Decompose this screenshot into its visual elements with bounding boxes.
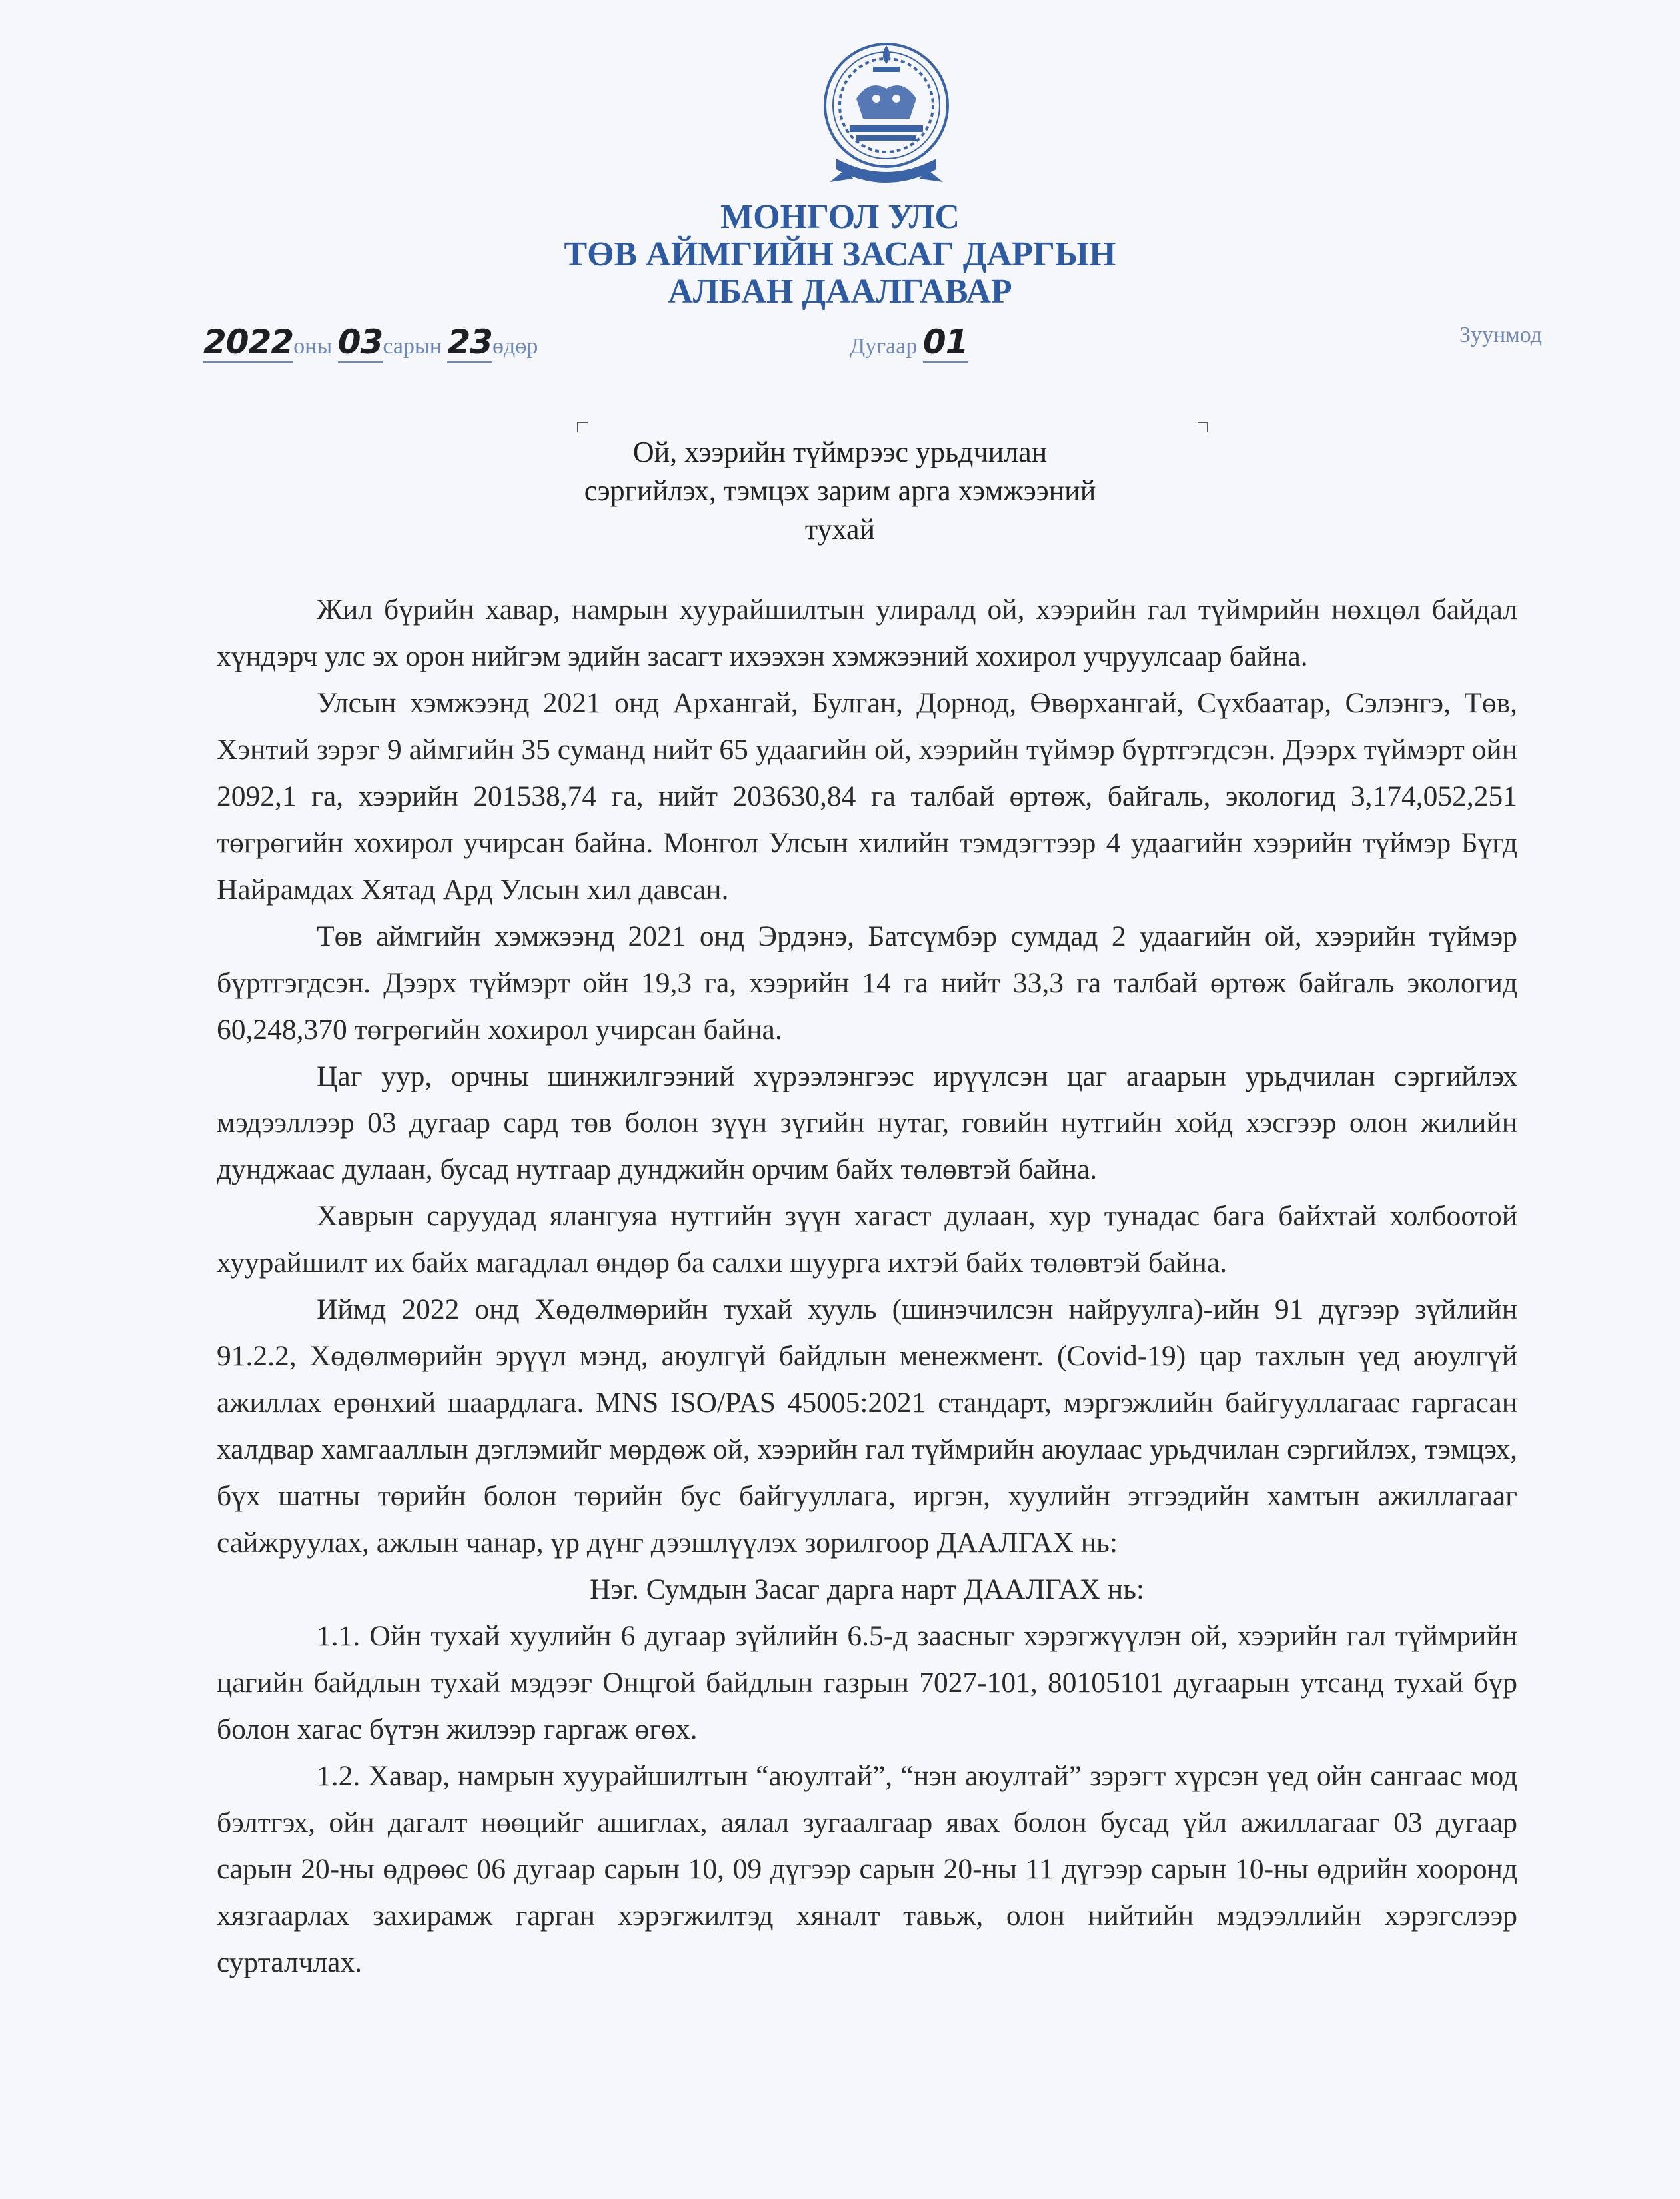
header-document-type: АЛБАН ДААЛГАВАР bbox=[668, 273, 1012, 311]
body-paragraph: Хаврын саруудад ялангуяа нутгийн зүүн хагаст дулаан, хур тунадас бага байхтай холбоотой хуурайшилт их байх магадлал өндөр ба салхи шуурга ихтэй байх төлөвтэй байна. bbox=[217, 1200, 1517, 1279]
subject-corner-left bbox=[577, 422, 588, 432]
date-day: 23 bbox=[447, 323, 493, 361]
body-paragraph: Жил бүрийн хавар, намрын хуурайшилтын улиралд ой, хээрийн гал түймрийн нөхцөл байдал хүндэрч улс эх орон нийгэм эдийн засагт ихээхэн хэмжээний хохирол учруулсаар байна. bbox=[217, 594, 1517, 672]
document-number bbox=[850, 323, 968, 361]
date-year: 2022 bbox=[203, 323, 294, 361]
date-month-suffix: сарын bbox=[383, 334, 442, 359]
document-place: Зуунмод bbox=[1459, 323, 1543, 347]
number-label: Дугаар bbox=[850, 334, 918, 359]
header-office: ТӨВ АЙМГИЙН ЗАСАГ ДАРГЫН bbox=[564, 235, 1116, 273]
body-paragraph: Цаг уур, орчны шинжилгээний хүрээлэнгээс ирүүлсэн цаг агаарын урьдчилан сэргийлэх мэдээллээр 03 дугаар сард төв болон зүүн зүгийн нутаг, говийн нутгийн хойд хэсгээр олон жилийн дунджаас дулаан, бусад нутгаар дунджийн орчим байх төлөвтэй байна. bbox=[217, 1060, 1517, 1185]
document-subject bbox=[0, 433, 1680, 549]
list-item: 1.1. Ойн тухай хуулийн 6 дугаар зүйлийн 6.5-д заасныг хэрэгжүүлэн ой, хээрийн гал түймрийн цагийн байдлын тухай мэдээг Онцгой байдлын газрын 7027-101, 80105101 дугаарын утсанд тухай бүр болон хагас бүтэн жилээр гаргаж өгөх. bbox=[217, 1620, 1517, 1745]
body-paragraph: Улсын хэмжээнд 2021 онд Архангай, Булган, Дорнод, Өвөрхангай, Сүхбаатар, Сэлэнгэ, Төв, Хэнтий зэрэг 9 аймгийн 35 суманд нийт 65 удаагийн ой, хээрийн түймэр бүртгэгдсэн. Дээрх түймэрт ойн 2092,1 га, хээрийн 201538,74 га, нийт 203630,84 га талбай өртөж, байгаль, экологид 3,174,052,251 төгрөгийн хохирол учирсан байна. Монгол Улсын хилийн тэмдэгтээр 4 удаагийн хээрийн түймэр Бүгд Найрамдах Хятад Ард Улсын хил давсан. bbox=[217, 687, 1517, 906]
date-month: 03 bbox=[337, 323, 383, 361]
list-item: 1.2. Хавар, намрын хуурайшилтын “аюултай”, “нэн аюултай” зэрэгт хүрсэн үед ойн сангаас мод бэлтгэх, ойн дагалт нөөцийг ашиглах, аялал зугаалгаар явах болон бусад үйл ажиллагааг 03 дугаар сарын 20-ны өдрөөс 06 дугаар сарын 10, 09 дүгээр сарын 20-ны 11 дүгээр сарын 10-ны өдрийн хооронд хязгаарлах захирамж гарган хэрэгжилтэд хяналт тавьж, олон нийтийн мэдээллийн хэрэгслээр сурталчлах. bbox=[217, 1760, 1517, 1978]
section-title: Нэг. Сумдын Засаг дарга нарт ДААЛГАХ нь: bbox=[589, 1573, 1145, 1605]
document-body bbox=[217, 586, 1517, 1986]
body-paragraph: Иймд 2022 онд Хөдөлмөрийн тухай хууль (шинэчилсэн найруулга)-ийн 91 дүгээр зүйлийн 91.2.2, Хөдөлмөрийн эрүүл мэнд, аюулгүй байдлын менежмент. (Covid-19) цар тахлын үед аюулгүй ажиллах ерөнхий шаардлага. MNS ISO/PAS 45005:2021 стандарт, мэргэжлийн байгууллагаас гаргасан халдвар хамгааллын дэглэмийг мөрдөж ой, хээрийн гал түймрийн аюулаас урьдчилан сэргийлэх, тэмцэх, бүх шатны төрийн болон төрийн бус байгууллага, иргэн, хуулийн этгээдийн хамтын ажиллагааг сайжруулах, ажлын чанар, үр дүнг дээшлүүлэх зорилгоор ДААЛГАХ нь: bbox=[217, 1293, 1517, 1559]
date-year-suffix: оны bbox=[293, 334, 333, 359]
subject-line: Ой, хээрийн түймрээс урьдчилан bbox=[632, 436, 1048, 468]
body-paragraph: Төв аймгийн хэмжээнд 2021 онд Эрдэнэ, Батсүмбэр сумдад 2 удаагийн ой, хээрийн түймэр бүртгэгдсэн. Дээрх түймэрт ойн 19,3 га, хээрийн 14 га нийт 33,3 га талбай өртөж байгаль экологид 60,248,370 төгрөгийн хохирол учирсан байна. bbox=[217, 920, 1517, 1046]
header-country: МОНГОЛ УЛС bbox=[720, 198, 960, 236]
state-emblem-icon bbox=[810, 25, 963, 192]
date-day-suffix: өдөр bbox=[492, 334, 538, 359]
subject-line: сэргийлэх, тэмцэх зарим арга хэмжээний bbox=[584, 474, 1096, 507]
document-date bbox=[203, 323, 538, 361]
subject-line: тухай bbox=[804, 513, 876, 546]
number-value: 01 bbox=[922, 323, 968, 361]
subject-corner-right bbox=[1198, 422, 1208, 432]
